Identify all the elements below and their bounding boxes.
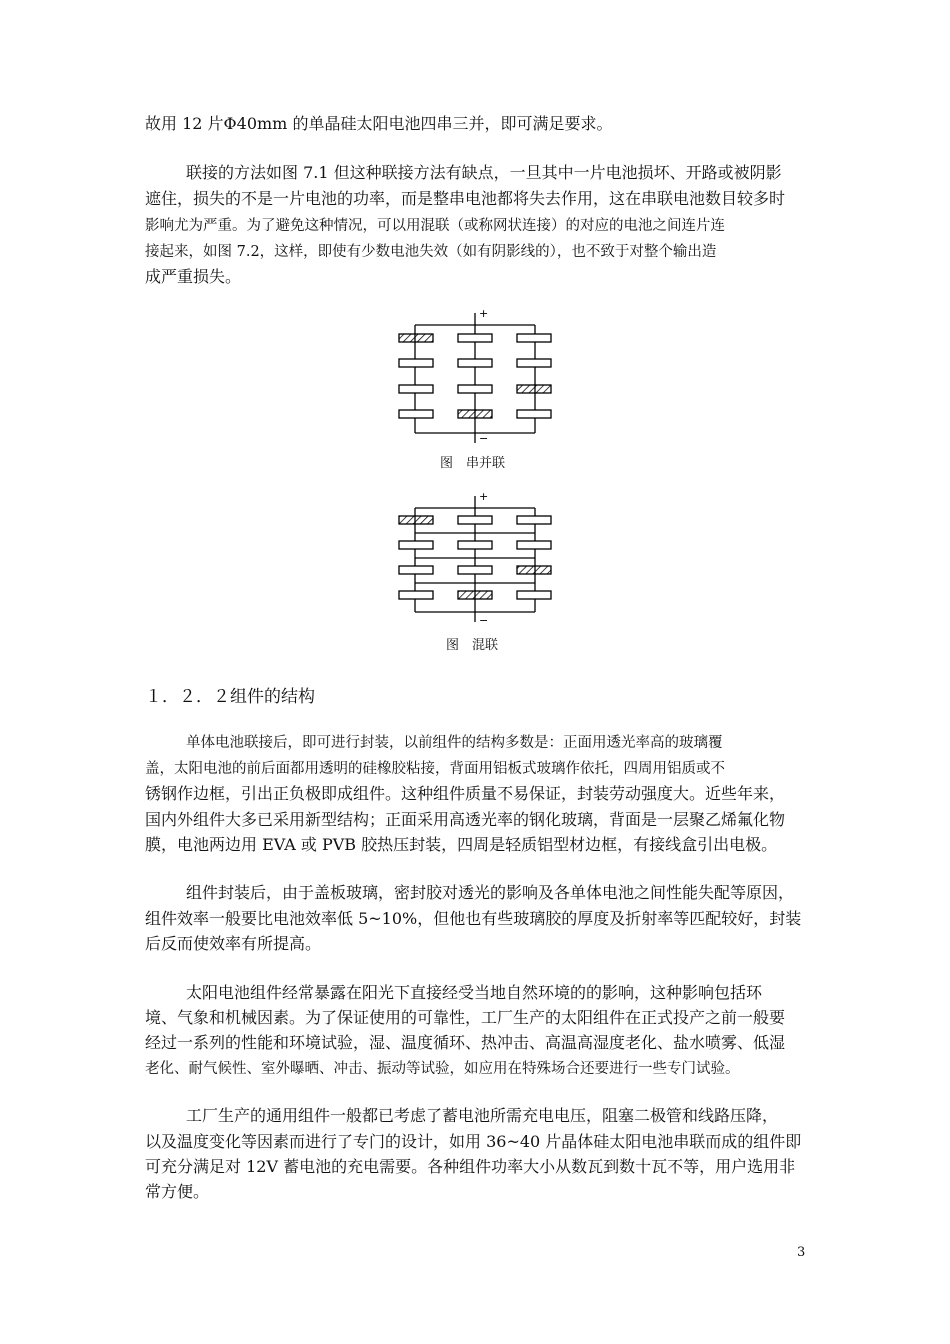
- cell: [458, 359, 492, 367]
- text-line: 经过一系列的性能和环境试验，湿、温度循环、热冲击、高温高湿度老化、盐水喷雾、低湿: [145, 1033, 786, 1052]
- section-heading: １．２．２组件的结构: [145, 687, 315, 707]
- mixed-connection-diagram: [390, 490, 560, 630]
- text-line: 盖，太阳电池的前后面都用透明的硅橡胶粘接，背面用铝板式玻璃作依托，四周用铝质或不: [145, 761, 725, 777]
- text-line: 太阳电池组件经常暴露在阳光下直接经受当地自然环境的的影响，这种影响包括环: [186, 983, 763, 1002]
- text-line: 联接的方法如图 7.1 但这种联接方法有缺点，一旦其中一片电池损坏、开路或被阴影: [186, 163, 782, 182]
- cell: [399, 541, 433, 549]
- shaded-cell: [458, 410, 492, 418]
- page-number: 3: [797, 1245, 806, 1260]
- text-line: 老化、耐气候性、室外曝晒、冲击、振动等试验，如应用在特殊场合还要进行一些专门试验。: [145, 1061, 740, 1077]
- series-parallel-diagram: [390, 305, 560, 445]
- text-line: 膜，电池两边用 EVA 或 PVB 胶热压封装，四周是轻质铝型材边框，有接线盒引出电极。: [145, 835, 778, 854]
- text-line: 国内外组件大多已采用新型结构；正面采用高透光率的钢化玻璃，背面是一层聚乙烯氟化物: [145, 810, 786, 829]
- cell: [517, 591, 551, 599]
- text-line: 以及温度变化等因素而进行了专门的设计，如用 36~40 片晶体硅太阳电池串联而成的组件即: [145, 1132, 802, 1151]
- negative-terminal: −: [479, 432, 489, 445]
- cell: [458, 566, 492, 574]
- shaded-cell: [399, 334, 433, 342]
- figure-caption: 图 混联: [446, 638, 499, 653]
- positive-terminal: +: [479, 490, 489, 503]
- cell-column-1: [399, 334, 433, 418]
- text-line: 单体电池联接后，即可进行封装，以前组件的结构多数是：正面用透光率高的玻璃覆: [186, 735, 723, 751]
- cell: [399, 410, 433, 418]
- cell: [458, 516, 492, 524]
- text-line: 境、气象和机械因素。为了保证使用的可靠性，工厂生产的太阳组件在正式投产之前一般要: [145, 1008, 786, 1027]
- text-line: 后反而使效率有所提高。: [145, 934, 322, 953]
- cell: [517, 541, 551, 549]
- figure-caption: 图 串并联: [440, 456, 506, 471]
- text-line: 成严重损失。: [145, 267, 242, 286]
- text-line: 接起来，如图 7.2，这样，即使有少数电池失效（如有阴影线的），也不致于对整个输出造: [145, 244, 717, 260]
- cell: [517, 516, 551, 524]
- text-line: 影响尤为严重。为了避免这种情况，可以用混联（或称网状连接）的对应的电池之间连片连: [145, 218, 725, 234]
- cell: [517, 359, 551, 367]
- shaded-cell: [517, 385, 551, 393]
- text-line: 锈钢作边框，引出正负极即成组件。这种组件质量不易保证，封装劳动强度大。近些年来，: [145, 784, 786, 803]
- text-line: 组件封装后，由于盖板玻璃，密封胶对透光的影响及各单体电池之间性能失配等原因，: [186, 883, 795, 902]
- cell-column-3: [517, 334, 551, 418]
- text-line: 常方便。: [145, 1182, 210, 1201]
- shaded-cell: [458, 591, 492, 599]
- cell: [399, 566, 433, 574]
- cell: [458, 385, 492, 393]
- cell: [517, 410, 551, 418]
- shaded-cell: [517, 566, 551, 574]
- text-line: 遮住，损失的不是一片电池的功率，而是整串电池都将失去作用，这在串联电池数目较多时: [145, 189, 786, 208]
- cell: [399, 359, 433, 367]
- text-line: 可充分满足对 12V 蓄电池的充电需要。各种组件功率大小从数瓦到数十瓦不等，用户选用非: [145, 1157, 796, 1176]
- cell: [399, 591, 433, 599]
- shaded-cell: [399, 516, 433, 524]
- text-line: 工厂生产的通用组件一般都已考虑了蓄电池所需充电电压，阻塞二极管和线路压降，: [186, 1106, 779, 1125]
- text-line: 组件效率一般要比电池效率低 5~10%，但他也有些玻璃胶的厚度及折射率等匹配较好，封装: [145, 909, 802, 928]
- negative-terminal: −: [479, 614, 489, 627]
- cell: [458, 334, 492, 342]
- cell: [517, 334, 551, 342]
- cell: [458, 541, 492, 549]
- positive-terminal: +: [479, 307, 489, 320]
- text-line: 故用 12 片Φ40mm 的单晶硅太阳电池四串三并，即可满足要求。: [145, 114, 613, 133]
- cell: [399, 385, 433, 393]
